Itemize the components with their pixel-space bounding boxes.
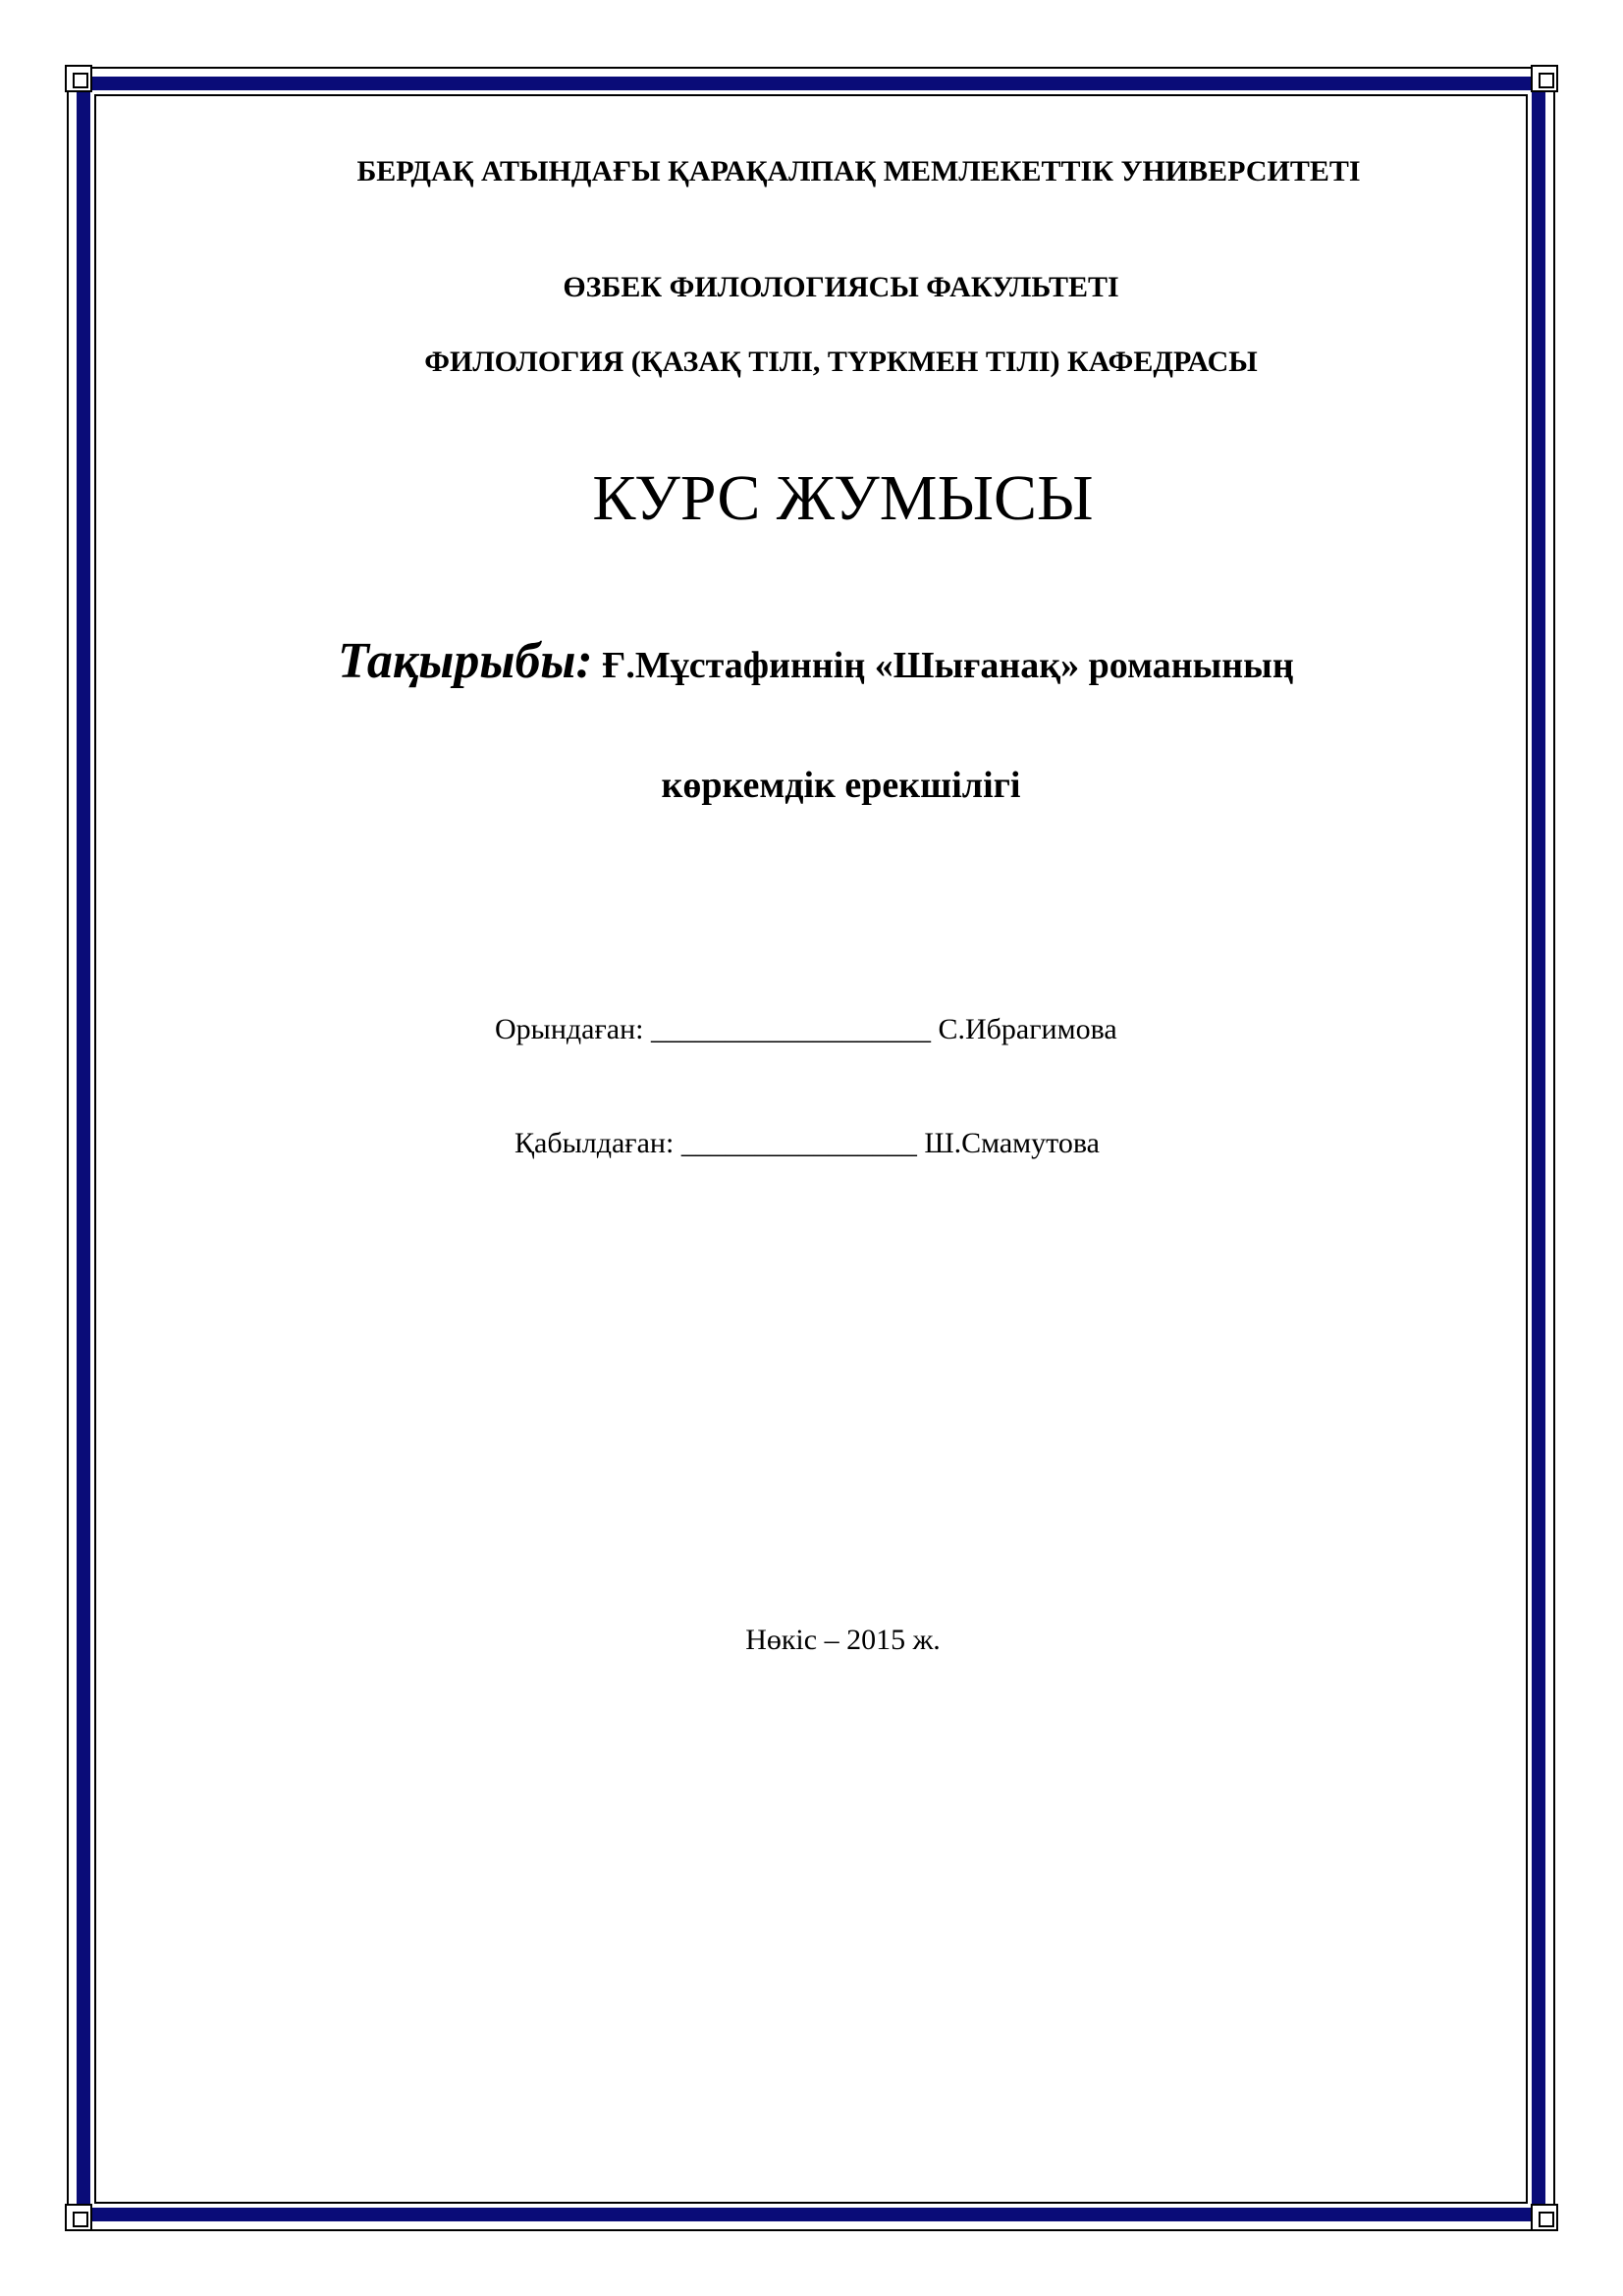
faculty-name: ӨЗБЕК ФИЛОЛОГИЯСЫ ФАКУЛЬТЕТІ bbox=[563, 271, 1119, 303]
performed-by-line bbox=[495, 1013, 1117, 1046]
accepted-label: Қабылдаған: bbox=[514, 1127, 675, 1159]
topic-label: Тақырыбы: bbox=[338, 633, 593, 689]
university-name: БЕРДАҚ АТЫНДАҒЫ ҚАРАҚАЛПАҚ МЕМЛЕКЕТТІК УНИВЕРСИТЕТІ bbox=[356, 155, 1361, 187]
corner-ornament-bottom-left bbox=[65, 2204, 92, 2231]
accepted-by-line bbox=[514, 1127, 1100, 1160]
corner-ornament-top-right bbox=[1531, 65, 1558, 92]
topic-line-1 bbox=[338, 632, 1294, 690]
performed-signature-blank: ___________________ bbox=[650, 1013, 931, 1045]
accepted-name: Ш.Смамутова bbox=[924, 1127, 1100, 1159]
performed-label: Орындаған: bbox=[495, 1013, 644, 1045]
city-year: Нөкіс – 2015 ж. bbox=[745, 1624, 941, 1656]
document-title: КУРС ЖУМЫСЫ bbox=[592, 462, 1094, 534]
corner-ornament-top-left bbox=[65, 65, 92, 92]
corner-ornament-bottom-right bbox=[1531, 2204, 1558, 2231]
accepted-signature-blank: ________________ bbox=[680, 1127, 917, 1159]
topic-line-2: көркемдік ерекшілігі bbox=[661, 765, 1021, 806]
topic-text-1: Ғ.Мұстафиннің «Шығанақ» романының bbox=[592, 645, 1294, 686]
department-name: ФИЛОЛОГИЯ (ҚАЗАҚ ТІЛІ, ТҮРКМЕН ТІЛІ) КАФЕДРАСЫ bbox=[424, 346, 1258, 378]
performed-name: С.Ибрагимова bbox=[938, 1013, 1117, 1045]
